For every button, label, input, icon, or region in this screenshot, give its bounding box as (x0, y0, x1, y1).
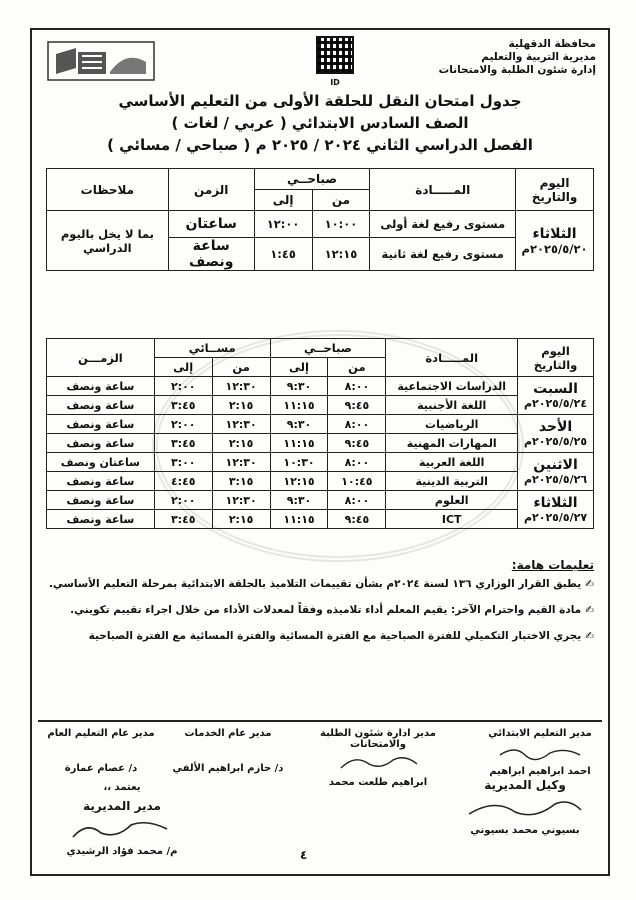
header-morning: صباحــي (254, 169, 370, 190)
table-row (47, 453, 594, 472)
evening-from-cell: ١٢:٣٠ (212, 453, 270, 472)
signature-title: مدير عام التعليم العام (47, 728, 155, 739)
header-duration: الزمن (168, 169, 254, 211)
day-name: الأحد (538, 419, 573, 435)
signature-director (52, 782, 192, 857)
instruction-item (46, 630, 594, 642)
morning-to-cell: ١١:١٥ (270, 510, 328, 529)
header-day-date: اليوم والتاريخ (518, 339, 594, 377)
header-duration: الزمـــن (47, 339, 155, 377)
morning-to-cell: ٩:٣٠ (270, 491, 328, 510)
subject-cell: الرياضيات (386, 415, 518, 434)
evening-to-cell: ٢:٠٠ (154, 415, 212, 434)
instruction-text: يطبق القرار الوزاري ١٣٦ لسنة ٢٠٢٤م بشأن تقييمات التلاميذ بالحلقة الابتدائية بمرحلة التعليم الأساسي. (48, 578, 582, 590)
instructions-heading: تعليمات هامة: (511, 558, 594, 572)
table-row (47, 491, 594, 510)
duration-cell: ساعة ونصف (47, 396, 155, 415)
notes-cell: بما لا يخل باليوم الدراسي (47, 211, 169, 271)
header-subject: المـــــادة (386, 339, 518, 377)
header-line-governorate: محافظة الدقهلية (508, 38, 596, 50)
instruction-item (46, 604, 594, 616)
header-evening: مســائي (154, 339, 270, 358)
header-evening-from: من (212, 358, 270, 377)
duration-cell: ساعتان (168, 211, 254, 238)
morning-to-cell: ١١:١٥ (270, 434, 328, 453)
table-row (47, 396, 594, 415)
duration-cell: ساعة ونصف (47, 434, 155, 453)
duration-cell: ساعة ونصف (47, 415, 155, 434)
signature-name: د/ عصام عمارة (64, 763, 138, 774)
evening-from-cell: ١٢:٣٠ (212, 415, 270, 434)
morning-from-cell: ٨:٠٠ (328, 491, 386, 510)
separator (38, 720, 602, 722)
table-row (47, 472, 594, 491)
evening-to-cell: ٢:٠٠ (154, 377, 212, 396)
signature-title: مدير عام الخدمات (184, 728, 272, 739)
table-row (47, 377, 594, 396)
qr-label: ID (330, 78, 340, 87)
pen-icon: ✍ (585, 604, 594, 616)
day-name: الاثنين (533, 457, 578, 473)
signature-services-director (168, 728, 288, 774)
signature-general-education (42, 728, 160, 774)
header-evening-to: إلى (154, 358, 212, 377)
morning-from-cell: ٨:٠٠ (328, 453, 386, 472)
signature-title: مدير المديرية (83, 799, 161, 813)
evening-from-cell: ١٢:٣٠ (212, 377, 270, 396)
evening-to-cell: ٣:٤٥ (154, 510, 212, 529)
handwritten-signature (495, 743, 585, 761)
instruction-text: يجري الاختبار التكميلي للفترة الصباحية مع الفترة المسائية والفترة المسائية مع الفترة الصباحية (88, 630, 582, 642)
duration-cell: ساعة ونصف (47, 472, 155, 491)
duration-cell: ساعة ونصف (47, 377, 155, 396)
signature-students-affairs (298, 728, 458, 788)
duration-cell: ساعتان ونصف (47, 453, 155, 472)
evening-from-cell: ١٢:٣٠ (212, 491, 270, 510)
document-page (30, 28, 610, 876)
title-line-2: الصف السادس الابتدائي ( عربي / لغات ) (171, 114, 469, 132)
signature-title: مدير ادارة شئون الطلبة والامتحانات (320, 728, 436, 750)
duration-cell: ساعة ونصف (47, 510, 155, 529)
evening-to-cell: ٣:٠٠ (154, 453, 212, 472)
handwritten-signature (333, 754, 423, 772)
table-header-row (47, 169, 594, 190)
header-line-directorate: مديرية التربية والتعليم (481, 51, 596, 63)
day-date-cell (518, 377, 594, 415)
handwritten-signature (465, 796, 585, 820)
evening-from-cell: ٢:١٥ (212, 510, 270, 529)
morning-to-cell: ٩:٣٠ (270, 415, 328, 434)
header-morning-to: إلى (270, 358, 328, 377)
main-exam-table (46, 338, 594, 529)
signature-primary-director (480, 728, 600, 777)
pen-icon: ✍ (585, 578, 594, 590)
subject-cell: الدراسات الاجتماعية (386, 377, 518, 396)
subject-cell: ICT (386, 510, 518, 529)
header-day-date: اليوم والتاريخ (516, 169, 594, 211)
handwritten-signature (67, 817, 177, 841)
exam-date: ٢٠٢٥/٥/٢٠م (521, 241, 588, 256)
duration-cell: ساعة ونصف (47, 491, 155, 510)
signature-name: احمد ابراهيم ابراهيم (489, 766, 591, 777)
morning-to-cell: ١٢:١٥ (270, 472, 328, 491)
header-subject: المـــــادة (370, 169, 516, 211)
instruction-text: مادة القيم واحترام الآخر: يقيم المعلم أداء تلاميذه وفقاً لمعدلات الأداء من خلال اجراء تقييم تكويني. (70, 604, 582, 616)
header-morning-from: من (328, 358, 386, 377)
title-line-3: الفصل الدراسي الثاني ٢٠٢٤ / ٢٠٢٥ م ( صباحي / مسائي ) (107, 136, 533, 154)
table-row (47, 434, 594, 453)
table-row (47, 510, 594, 529)
signature-title: مدير التعليم الابتدائي (488, 728, 592, 739)
evening-to-cell: ٤:٤٥ (154, 472, 212, 491)
day-name: السبت (533, 381, 578, 397)
subject-cell: اللغة الأجنبية (386, 396, 518, 415)
header-to: إلى (254, 190, 312, 211)
evening-from-cell: ٢:١٥ (212, 396, 270, 415)
subject-cell: اللغة العربية (386, 453, 518, 472)
exam-date: ٢٠٢٥/٥/٢٥م (523, 435, 588, 448)
exam-date: ٢٠٢٥/٥/٢٦م (523, 473, 588, 486)
subject-cell: العلوم (386, 491, 518, 510)
document-titles (32, 90, 608, 156)
header-morning: صباحــي (270, 339, 386, 358)
morning-to-cell: ٩:٣٠ (270, 377, 328, 396)
time-from-cell: ١٠:٠٠ (312, 211, 370, 238)
morning-from-cell: ٨:٠٠ (328, 377, 386, 396)
morning-from-cell: ٨:٠٠ (328, 415, 386, 434)
evening-from-cell: ٢:١٥ (212, 434, 270, 453)
subject-cell: التربية الدينية (386, 472, 518, 491)
morning-from-cell: ١٠:٤٥ (328, 472, 386, 491)
day-name: الثلاثاء (533, 495, 578, 511)
morning-to-cell: ١١:١٥ (270, 396, 328, 415)
day-date-cell (518, 415, 594, 453)
exam-table-body (47, 377, 594, 529)
signature-name: بسيوني محمد بسيوني (470, 825, 580, 836)
morning-from-cell: ٩:٤٥ (328, 396, 386, 415)
signature-title: وكيل المديرية (484, 778, 566, 792)
title-line-1: جدول امتحان النقل للحلقة الأولى من التعليم الأساسي (118, 92, 522, 110)
morning-to-cell: ١٠:٣٠ (270, 453, 328, 472)
time-to-cell: ١٢:٠٠ (254, 211, 312, 238)
duration-cell: ساعة ونصف (168, 238, 254, 271)
evening-to-cell: ٣:٤٥ (154, 396, 212, 415)
header-notes: ملاحظات (47, 169, 169, 211)
signature-name: د/ حازم ابراهيم الألفي (172, 763, 284, 774)
evening-to-cell: ٣:٤٥ (154, 434, 212, 453)
signature-deputy (450, 778, 600, 836)
day-date-cell (518, 491, 594, 529)
morning-from-cell: ٩:٤٥ (328, 510, 386, 529)
morning-from-cell: ٩:٤٥ (328, 434, 386, 453)
table-row (47, 415, 594, 434)
signature-name: ابراهيم طلعت محمد (328, 777, 428, 788)
signature-name: م/ محمد فؤاد الرشيدي (66, 846, 178, 857)
time-from-cell: ١٢:١٥ (312, 238, 370, 271)
ministry-logo (46, 38, 156, 84)
evening-from-cell: ٣:١٥ (212, 472, 270, 491)
evening-to-cell: ٢:٠٠ (154, 491, 212, 510)
instruction-item (46, 578, 594, 590)
day-date-cell (516, 211, 594, 271)
qr-code (316, 36, 354, 74)
approve-label: يعتمد ،، (103, 782, 141, 793)
header-authority (406, 38, 596, 77)
time-to-cell: ١:٤٥ (254, 238, 312, 271)
pen-icon: ✍ (585, 630, 594, 642)
subject-cell: المهارات المهنية (386, 434, 518, 453)
subject-cell: مستوى رفيع لغة ثانية (370, 238, 516, 271)
instructions (46, 558, 594, 656)
table-row (47, 211, 594, 238)
page-number: ٤ (300, 848, 308, 862)
high-level-language-table (46, 168, 594, 271)
day-date-cell (518, 453, 594, 491)
exam-date: ٢٠٢٥/٥/٢٧م (523, 511, 588, 524)
table-header-row (47, 339, 594, 358)
day-name: الثلاثاء (532, 225, 577, 242)
header-from: من (312, 190, 370, 211)
header-line-administration: إدارة شئون الطلبة والامتحانات (438, 64, 596, 76)
subject-cell: مستوى رفيع لغة أولى (370, 211, 516, 238)
exam-date: ٢٠٢٥/٥/٢٤م (523, 397, 588, 410)
